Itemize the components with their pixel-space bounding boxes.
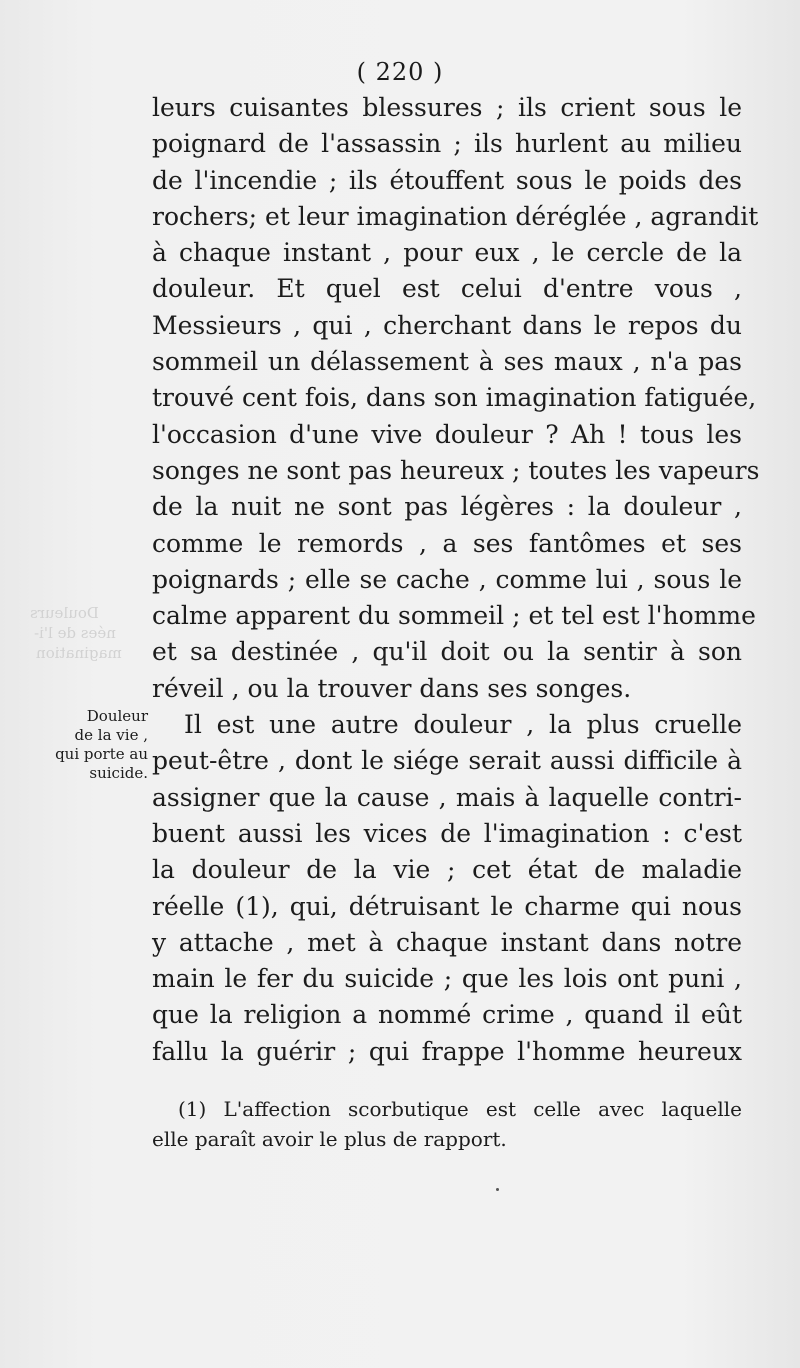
text-line: et sa destinée , qu'il doit ou la sentir à son: [152, 637, 742, 667]
text-line: sommeil un délassement à ses maux , n'a pas: [152, 347, 742, 377]
text-line: douleur. Et quel est celui d'entre vous ,: [152, 274, 742, 304]
margin-note-line: Douleur: [86, 707, 148, 725]
margin-note-line: de la vie ,: [74, 726, 148, 744]
margin-note-line: suicide.: [89, 764, 148, 782]
text-line: Il est une autre douleur , la plus cruelle: [184, 710, 742, 740]
text-line: poignards ; elle se cache , comme lui , sous le: [152, 564, 742, 594]
text-line: de l'incendie ; ils étouffent sous le poids des: [152, 165, 742, 195]
text-line: calme apparent du sommeil ; et tel est l'homme: [152, 601, 756, 631]
footnote-line: (1) L'affection scorbutique est celle avec laquelle: [178, 1097, 742, 1121]
text-line: que la religion a nommé crime , quand il eût: [152, 1000, 742, 1030]
text-line: songes ne sont pas heureux ; toutes les vapeurs: [152, 455, 760, 485]
text-line: peut-être , dont le siége serait aussi difficile à: [152, 746, 742, 776]
margin-note: [40, 707, 148, 783]
text-line: poignard de l'assassin ; ils hurlent au milieu: [152, 129, 742, 159]
text-line: de la nuit ne sont pas légères : la douleur ,: [152, 492, 742, 522]
footnote-line: elle paraît avoir le plus de rapport.: [152, 1127, 507, 1151]
ink-speck: [496, 1188, 499, 1191]
show-through-text: Douleurs nées de l'i- magination: [30, 604, 122, 662]
text-line: comme le remords , a ses fantômes et ses: [152, 528, 742, 558]
text-line: buent aussi les vices de l'imagination : c'est: [152, 818, 742, 848]
text-line: assigner que la cause , mais à laquelle contri-: [152, 782, 742, 812]
text-line: main le fer du suicide ; que les lois ont puni ,: [152, 964, 742, 994]
text-line: réelle (1), qui, détruisant le charme qui nous: [152, 891, 742, 921]
text-line: réveil , ou la trouver dans ses songes.: [152, 673, 632, 703]
text-line: leurs cuisantes blessures ; ils crient sous le: [152, 93, 742, 122]
margin-note-line: qui porte au: [55, 745, 148, 763]
body-text: [152, 90, 760, 1070]
text-line: rochers; et leur imagination déréglée , agrandit: [152, 201, 759, 231]
footnote: [152, 1094, 742, 1154]
text-line: l'occasion d'une vive douleur ? Ah ! tous les: [152, 419, 742, 449]
text-line: la douleur de la vie ; cet état de maladie: [152, 855, 742, 885]
text-line: à chaque instant , pour eux , le cercle de la: [152, 238, 742, 268]
text-line: trouvé cent fois, dans son imagination fatiguée,: [152, 383, 757, 413]
text-line: Messieurs , qui , cherchant dans le repos du: [152, 310, 742, 340]
page-number: ( 220 ): [356, 58, 444, 86]
text-line: fallu la guérir ; qui frappe l'homme heureux: [152, 1036, 742, 1066]
text-line: y attache , met à chaque instant dans notre: [152, 927, 742, 957]
